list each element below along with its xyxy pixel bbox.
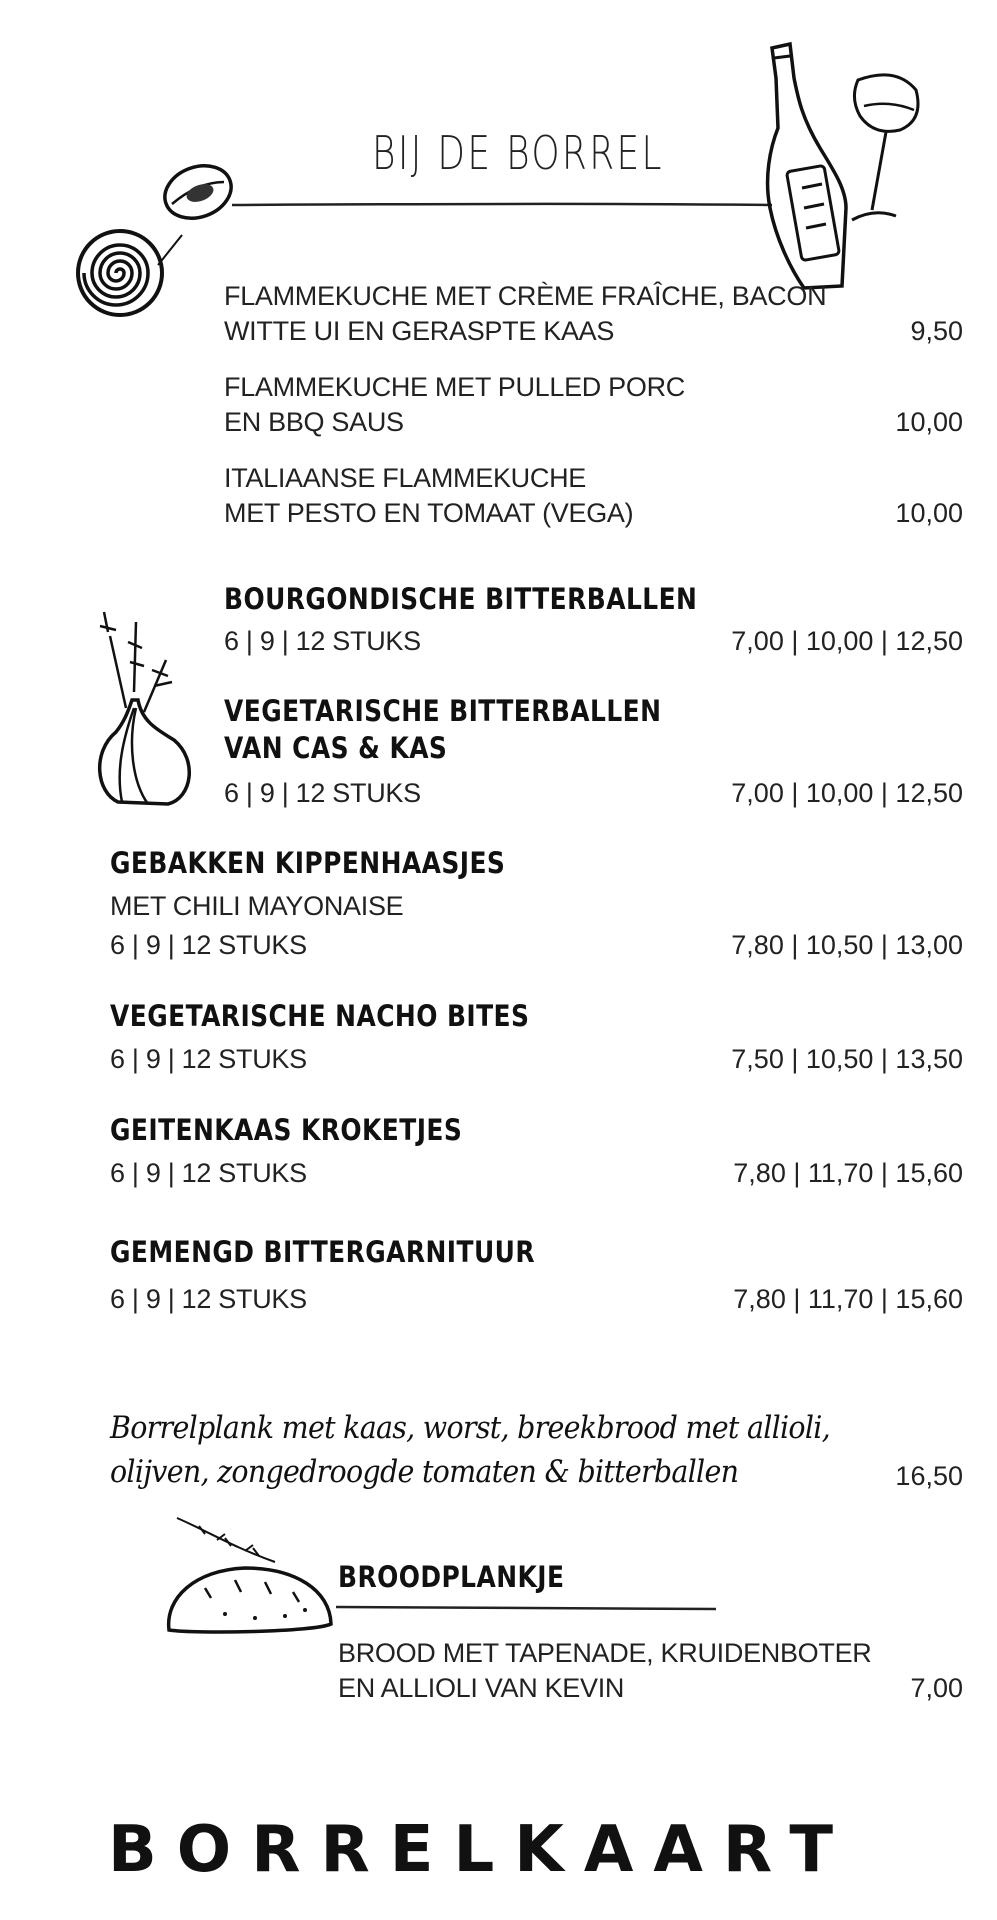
broodplankje-name: BROODPLANKJE [338,1560,565,1594]
bourgondische-bitterballen-name: BOURGONDISCHE BITTERBALLEN [224,582,698,616]
vegetarische-bitterballen-price: 7,00 | 10,00 | 12,50 [731,778,963,808]
bourgondische-bitterballen-price: 7,00 | 10,00 | 12,50 [731,626,963,656]
flammekuche-3-line2: MET PESTO EN TOMAAT (VEGA) [224,498,634,528]
bittergarnituur-detail: 6 | 9 | 12 STUKS [110,1284,307,1314]
vegetarische-bitterballen-detail: 6 | 9 | 12 STUKS [224,778,421,808]
flammekuche-1-price: 9,50 [910,316,963,346]
flammekuche-2-line1: FLAMMEKUCHE MET PULLED PORC [224,372,685,402]
kippenhaasjes-price: 7,80 | 10,50 | 13,00 [731,930,963,960]
flammekuche-3-line1: ITALIAANSE FLAMMEKUCHE [224,463,586,493]
page-title: BIJ DE BORREL [372,126,664,180]
bittergarnituur-name: GEMENGD BITTERGARNITUUR [110,1235,535,1269]
geitenkaas-kroketjes-name: GEITENKAAS KROKETJES [110,1113,463,1147]
vegetarische-bitterballen-name-line1: VEGETARISCHE BITTERBALLEN [224,694,662,728]
vegetarische-bitterballen-name-line2: VAN CAS & KAS [224,731,448,765]
geitenkaas-kroketjes-price: 7,80 | 11,70 | 15,60 [733,1158,963,1188]
geitenkaas-kroketjes-detail: 6 | 9 | 12 STUKS [110,1158,307,1188]
broodplankje-line2: EN ALLIOLI VAN KEVIN [338,1673,625,1703]
flammekuche-1-line2: WITTE UI EN GERASPTE KAAS [224,316,615,346]
broodplankje-price: 7,00 [910,1673,963,1703]
borrelplank-line1: Borrelplank met kaas, worst, breekbrood met allioli, [110,1410,830,1446]
kippenhaasjes-name: GEBAKKEN KIPPENHAASJES [110,846,506,880]
borrelplank-line2: olijven, zongedroogde tomaten & bitterballen [110,1454,739,1490]
nacho-bites-price: 7,50 | 10,50 | 13,50 [731,1044,963,1074]
flammekuche-2-line2: EN BBQ SAUS [224,407,404,437]
flammekuche-3-price: 10,00 [895,498,963,528]
flammekuche-1-line1: FLAMMEKUCHE MET CRÈME FRAÎCHE, BACON [224,281,827,311]
flammekuche-2-price: 10,00 [895,407,963,437]
kippenhaasjes-subtitle: MET CHILI MAYONAISE [110,891,404,921]
kippenhaasjes-detail: 6 | 9 | 12 STUKS [110,930,307,960]
borrelplank-price: 16,50 [895,1461,963,1491]
broodplankje-line1: BROOD MET TAPENADE, KRUIDENBOTER [338,1638,872,1668]
nacho-bites-name: VEGETARISCHE NACHO BITES [110,999,530,1033]
footer-title: BORRELKAART [108,1813,853,1887]
nacho-bites-detail: 6 | 9 | 12 STUKS [110,1044,307,1074]
bittergarnituur-price: 7,80 | 11,70 | 15,60 [733,1284,963,1314]
bourgondische-bitterballen-detail: 6 | 9 | 12 STUKS [224,626,421,656]
